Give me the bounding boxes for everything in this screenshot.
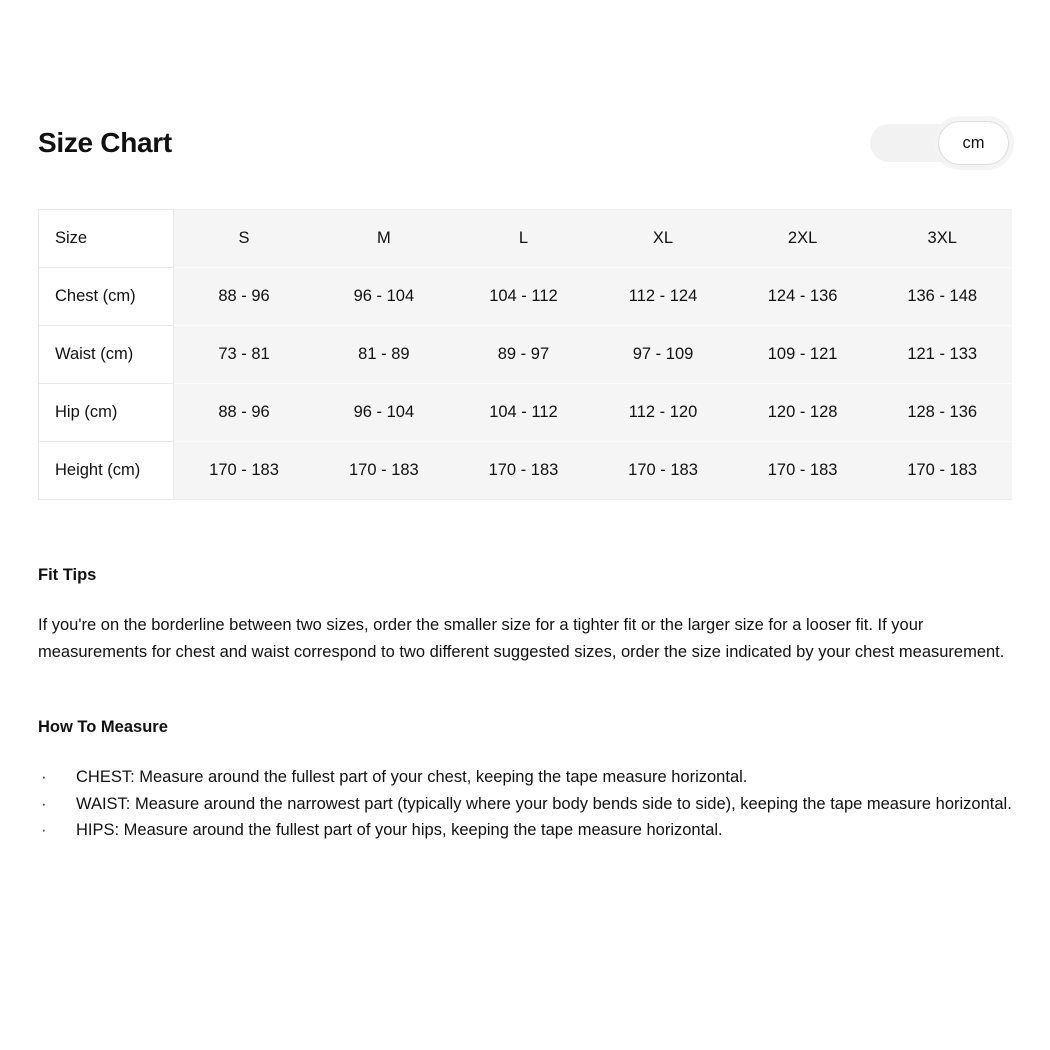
fit-tips-heading: Fit Tips — [38, 566, 97, 584]
column-header-2xl: 2XL — [733, 210, 873, 268]
waist-value-3xl: 121 - 133 — [872, 326, 1012, 384]
waist-value-s: 73 - 81 — [174, 326, 315, 384]
chest-value-m: 96 - 104 — [314, 268, 454, 326]
list-item-hips — [38, 817, 1012, 844]
table-row-hip — [39, 384, 1013, 442]
measure-chest-text: CHEST: Measure around the fullest part of your chest, keeping the tape measure horizontal. — [76, 768, 748, 786]
chest-value-l: 104 - 112 — [454, 268, 594, 326]
table-row-waist — [39, 326, 1013, 384]
column-header-xl: XL — [593, 210, 733, 268]
fit-tips-section — [38, 566, 1012, 665]
bullet-icon: · — [41, 793, 47, 813]
hip-value-2xl: 120 - 128 — [733, 384, 873, 442]
row-label-hip: Hip (cm) — [39, 384, 174, 442]
waist-value-l: 89 - 97 — [454, 326, 594, 384]
waist-value-2xl: 109 - 121 — [733, 326, 873, 384]
unit-toggle[interactable] — [870, 124, 1006, 162]
measure-waist-text: WAIST: Measure around the narrowest part (typically where your body bends side to side), keeping the tape measure horizontal. — [76, 794, 1012, 813]
chest-value-xl: 112 - 124 — [593, 268, 733, 326]
row-label-height: Height (cm) — [39, 442, 174, 500]
fit-tips-body: If you're on the borderline between two sizes, order the smaller size for a tighter fit or the larger size for a looser fit. If your measurements for chest and waist correspond to two different suggested sizes, order the size indicated by your chest measurement. — [38, 616, 1005, 661]
bullet-icon: · — [41, 767, 47, 786]
size-chart-header — [38, 118, 1012, 168]
list-item-chest — [38, 764, 1012, 791]
chest-value-s: 88 - 96 — [174, 268, 315, 326]
table-row-height — [39, 442, 1013, 500]
height-value-xl: 170 - 183 — [593, 442, 733, 500]
how-to-measure-heading: How To Measure — [38, 718, 168, 736]
table-row-chest — [39, 268, 1013, 326]
hip-value-m: 96 - 104 — [314, 384, 454, 442]
size-chart-table — [38, 209, 1012, 500]
chest-value-3xl: 136 - 148 — [872, 268, 1012, 326]
unit-toggle-selected-label: cm — [962, 133, 985, 152]
hip-value-3xl: 128 - 136 — [872, 384, 1012, 442]
height-value-m: 170 - 183 — [314, 442, 454, 500]
how-to-measure-list — [38, 764, 1012, 844]
height-value-s: 170 - 183 — [174, 442, 315, 500]
column-header-s: S — [174, 210, 315, 268]
waist-value-m: 81 - 89 — [314, 326, 454, 384]
waist-value-xl: 97 - 109 — [593, 326, 733, 384]
row-label-waist: Waist (cm) — [39, 326, 174, 384]
height-value-l: 170 - 183 — [454, 442, 594, 500]
row-label-chest: Chest (cm) — [39, 268, 174, 326]
measure-hips-text: HIPS: Measure around the fullest part of your hips, keeping the tape measure horizontal. — [76, 821, 723, 839]
page-title: Size Chart — [38, 127, 172, 158]
hip-value-l: 104 - 112 — [454, 384, 594, 442]
table-corner-label: Size — [39, 210, 174, 268]
how-to-measure-section — [38, 718, 1012, 844]
unit-toggle-knob[interactable] — [938, 121, 1009, 165]
hip-value-s: 88 - 96 — [174, 384, 315, 442]
list-item-waist — [38, 791, 1012, 818]
hip-value-xl: 112 - 120 — [593, 384, 733, 442]
table-header-row — [39, 210, 1013, 268]
column-header-m: M — [314, 210, 454, 268]
height-value-3xl: 170 - 183 — [872, 442, 1012, 500]
column-header-l: L — [454, 210, 594, 268]
height-value-2xl: 170 - 183 — [733, 442, 873, 500]
bullet-icon: · — [41, 820, 47, 839]
column-header-3xl: 3XL — [872, 210, 1012, 268]
chest-value-2xl: 124 - 136 — [733, 268, 873, 326]
